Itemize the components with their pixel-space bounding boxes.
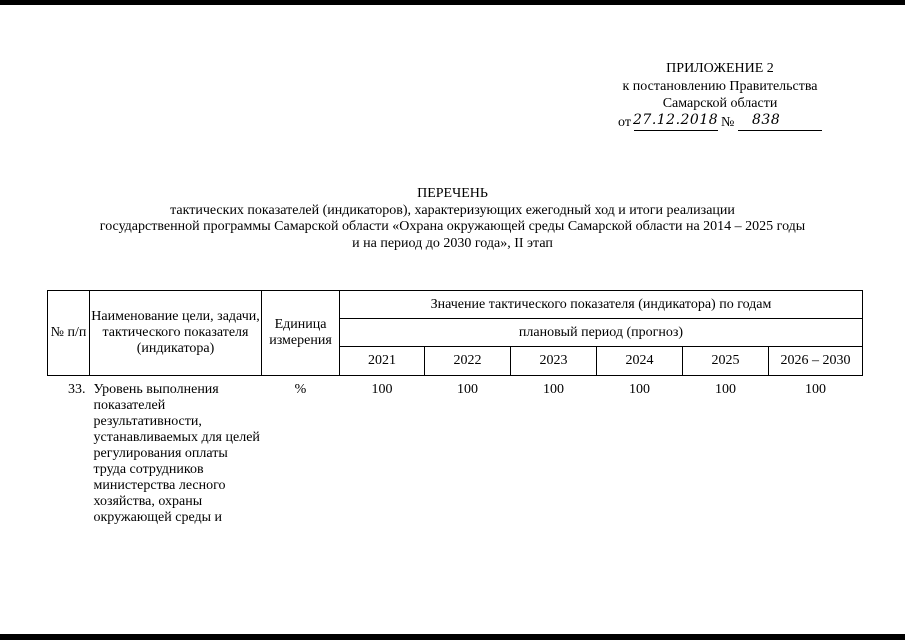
row-number: 33.: [68, 382, 86, 397]
header-name: Наименование цели, задачи, тактического показателя (индикатора): [90, 291, 262, 376]
document-title: [40, 186, 865, 252]
header-values-group: Значение тактического показателя (индикатора) по годам: [340, 291, 863, 319]
header-year: 2025: [683, 347, 769, 376]
header-num: № п/п: [48, 291, 90, 376]
header-period: плановый период (прогноз): [340, 319, 863, 347]
table-row: [48, 376, 863, 527]
number-underline: [738, 130, 822, 131]
decree-date-number: [580, 113, 860, 133]
scan-edge-bottom: [0, 634, 905, 640]
header-year: 2021: [340, 347, 425, 376]
value-cell: 100: [805, 382, 826, 397]
appendix-title: ПРИЛОЖЕНИЕ 2: [666, 61, 774, 76]
appendix-region: Самарской области: [662, 96, 778, 111]
number-prefix: №: [721, 114, 735, 130]
date-underline: [634, 130, 718, 131]
decree-date-handwritten: 27.12.2018: [633, 111, 719, 128]
header-year: 2026 – 2030: [769, 347, 863, 376]
decree-number-handwritten: 838: [752, 111, 781, 128]
value-cell: 100: [715, 382, 736, 397]
appendix-decree: к постановлению Правительства: [622, 78, 818, 94]
value-cell: 100: [371, 382, 393, 397]
scan-edge-top: [0, 0, 905, 5]
title-heading: ПЕРЕЧЕНЬ: [417, 186, 488, 201]
indicators-table: [47, 290, 863, 526]
header-year: 2022: [425, 347, 511, 376]
title-line-1: тактических показателей (индикаторов), характеризующих ежегодный ход и итоги реализации: [170, 202, 735, 218]
value-cell: 100: [629, 382, 650, 397]
title-line-3: и на период до 2030 года», II этап: [352, 235, 553, 251]
value-cell: 100: [457, 382, 478, 397]
header-unit: Единица измерения: [262, 291, 340, 376]
value-cell: 100: [543, 382, 564, 397]
date-prefix: от: [618, 114, 631, 130]
indicator-name: Уровень выполнения показателей результативности, устанавливаемых для целей регулирования оплаты труда сотрудников министерства лесного хозяйства, охраны окружающей среды и: [93, 382, 260, 525]
header-year: 2023: [511, 347, 597, 376]
indicator-unit: %: [294, 382, 307, 397]
title-line-2: государственной программы Самарской области «Охрана окружающей среды Самарской области на 2014 – 2025 годы: [99, 219, 806, 234]
header-year: 2024: [597, 347, 683, 376]
appendix-header: [580, 60, 860, 133]
